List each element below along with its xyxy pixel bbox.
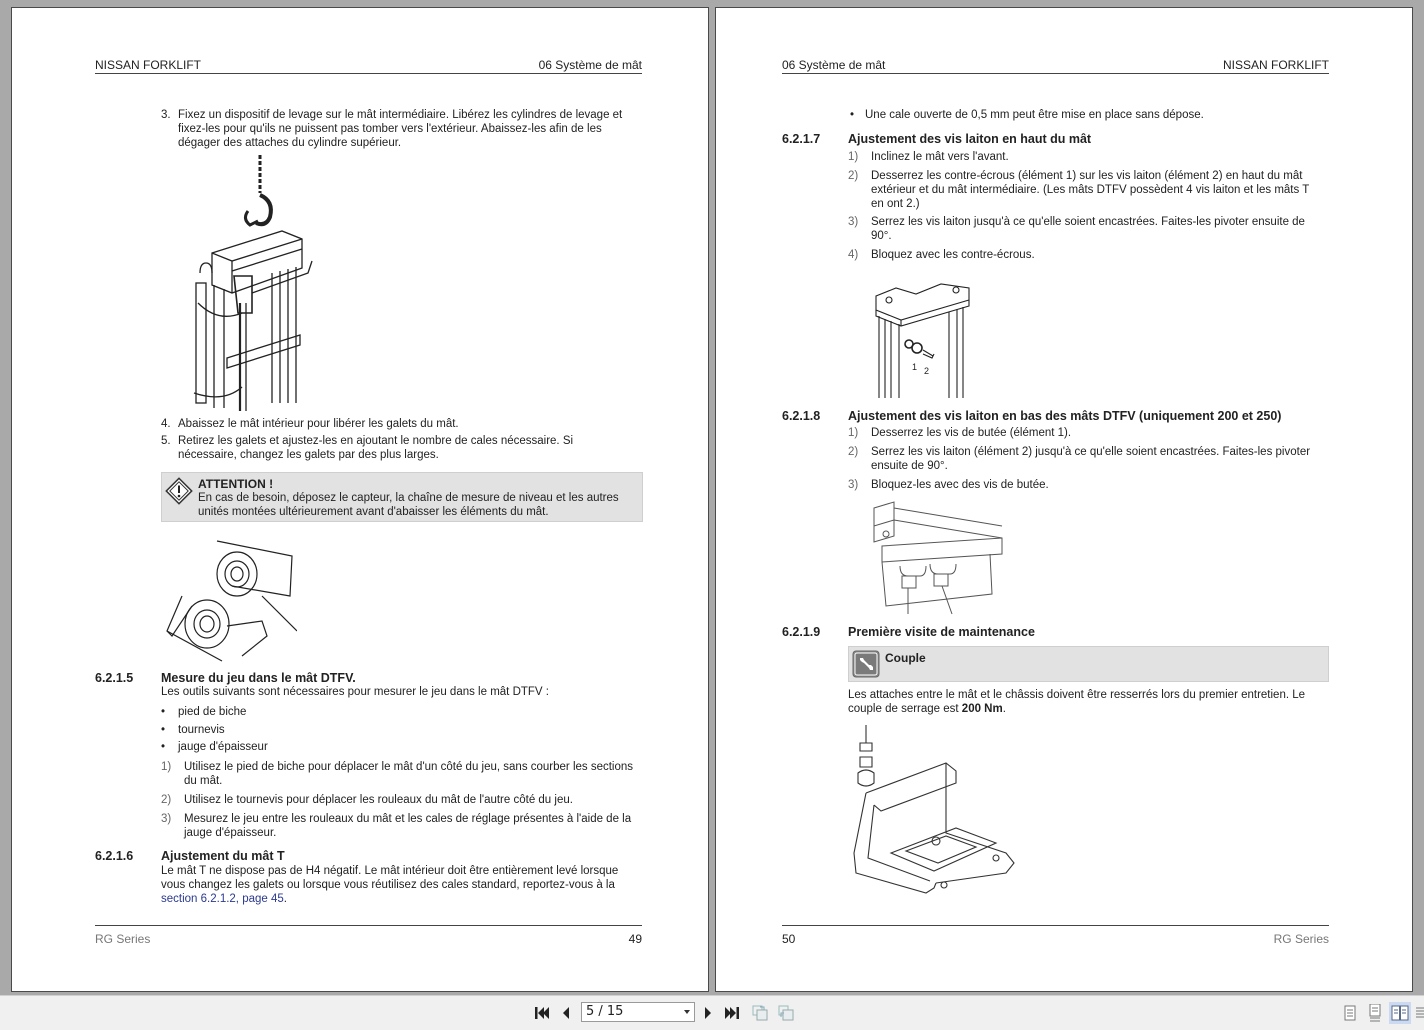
step-number: 1)	[161, 761, 172, 773]
continuous-page-icon	[1368, 1004, 1382, 1022]
continuous-view-button[interactable]	[1364, 1002, 1386, 1024]
bullet-marker: •	[161, 706, 166, 718]
section-title: Première visite de maintenance	[848, 625, 1035, 639]
figure-label: 1	[912, 362, 918, 372]
step-number: 2)	[848, 446, 859, 458]
step-text	[184, 760, 633, 788]
document-page-50	[715, 7, 1413, 992]
page-header	[782, 58, 1329, 74]
page-indicator: 5 / 15	[586, 1004, 624, 1019]
step-number: 1)	[848, 427, 859, 439]
text-line: 90°.	[871, 230, 892, 242]
mast-chassis-illustration	[846, 723, 1016, 903]
section-number: 6.2.1.5	[95, 671, 134, 685]
step-number: 3)	[848, 479, 859, 491]
rotate-counterclockwise-icon	[751, 1004, 769, 1022]
previous-page-button[interactable]	[556, 1003, 576, 1023]
last-page-icon	[724, 1006, 740, 1020]
step-3-text	[178, 108, 622, 150]
torque-value: 200 Nm	[961, 703, 1003, 715]
step-text: Desserrez les vis de butée (élément 1).	[871, 427, 1072, 439]
page-footer	[782, 925, 1329, 946]
step-number: 2)	[848, 170, 859, 182]
page-footer	[95, 925, 642, 946]
continuous-facing-icon	[1414, 1005, 1424, 1021]
text-line: En cas de besoin, déposez le capteur, la chaîne de mesure de niveau et les autres	[198, 492, 619, 504]
step-text	[871, 445, 1310, 473]
text-fragment: .	[1002, 703, 1006, 715]
previous-page-icon	[561, 1006, 571, 1020]
step-number: 2)	[161, 794, 172, 806]
bullet-marker: •	[161, 741, 166, 753]
step-text: Bloquez-les avec des vis de butée.	[871, 479, 1049, 491]
bullet-item: tournevis	[178, 724, 225, 736]
callout-title: ATTENTION !	[198, 477, 274, 491]
section-body	[161, 864, 618, 906]
text-line: unités montées ultérieurement avant d'abaisser les éléments du mât.	[198, 506, 549, 518]
section-number: 6.2.1.6	[95, 849, 134, 863]
section-title: Ajustement des vis laiton en haut du mât	[848, 132, 1092, 146]
step-4-text: Abaissez le mât intérieur pour libérer les galets du mât.	[178, 418, 459, 430]
header-left: 06 Système de mât	[782, 58, 886, 72]
bullet-marker: •	[161, 724, 166, 736]
section-number: 6.2.1.8	[782, 409, 821, 423]
step-text	[871, 215, 1305, 243]
step-text	[184, 812, 631, 840]
section-title: Ajustement des vis laiton en bas des mâts DTFV (uniquement 200 et 250)	[848, 409, 1282, 423]
bullet-marker: •	[850, 109, 855, 121]
first-page-icon	[534, 1006, 550, 1020]
step-number: 4)	[848, 249, 859, 261]
step-number: 3.	[161, 109, 171, 121]
mast-roller-illustration	[162, 536, 297, 666]
text-line: Fixez un dispositif de levage sur le mât intermédiaire. Libérez les cylindres de levage et	[178, 109, 623, 121]
text-line: fixez-les pour qu'ils ne puissent pas tomber vers l'extérieur. Abaissez-les afin de les	[178, 123, 602, 135]
text-fragment: .	[283, 893, 287, 905]
text-line: du mât.	[184, 775, 223, 787]
text-line: nécessaire, changez les galets par des plus larges.	[178, 449, 439, 461]
viewer-toolbar	[0, 995, 1424, 1030]
page-header	[95, 58, 642, 74]
text-line: Retirez les galets et ajustez-les en ajoutant le nombre de cales nécessaire. Si	[178, 435, 574, 447]
text-line: Serrez les vis laiton (élément 2) jusqu'à ce qu'elle soient encastrées. Faites-les pivoter	[871, 446, 1311, 458]
text-line: jauge d'épaisseur.	[184, 827, 277, 839]
callout-body	[198, 491, 619, 519]
section-body	[848, 688, 1305, 716]
header-right: NISSAN FORKLIFT	[1222, 58, 1329, 72]
page-number: 50	[782, 932, 796, 946]
brass-screw-top-illustration	[871, 276, 981, 401]
torque-callout	[848, 646, 1329, 682]
text-line: Desserrez les contre-écrous (élément 1) sur les vis laiton (élément 2) en haut du mât	[871, 170, 1303, 182]
warning-diamond-icon	[165, 477, 193, 505]
step-number: 5.	[161, 435, 171, 447]
footer-series: RG Series	[1273, 932, 1329, 946]
single-page-icon	[1343, 1005, 1357, 1021]
step-number: 1)	[848, 151, 859, 163]
text-line	[161, 892, 618, 906]
page-number: 49	[628, 932, 642, 946]
text-line: en ont 2.)	[871, 198, 920, 210]
brass-screw-bottom-illustration	[872, 496, 1007, 618]
header-left: NISSAN FORKLIFT	[95, 58, 202, 72]
rotate-clockwise-button[interactable]	[776, 1003, 796, 1023]
bullet-item: jauge d'épaisseur	[178, 741, 268, 753]
footer-series: RG Series	[95, 932, 151, 946]
text-line: Les attaches entre le mât et le châssis doivent être resserrés lors du premier entretien. Le	[848, 689, 1306, 701]
text-fragment: couple de serrage est	[848, 703, 962, 715]
text-line	[848, 702, 1305, 716]
rotate-counterclockwise-button[interactable]	[750, 1003, 770, 1023]
section-intro: Les outils suivants sont nécessaires pour mesurer le jeu dans le mât DTFV :	[161, 686, 549, 698]
figure-label: 2	[924, 366, 930, 376]
facing-pages-view-button[interactable]	[1389, 1002, 1411, 1024]
continuous-facing-view-button[interactable]	[1414, 1002, 1424, 1024]
single-page-view-button[interactable]	[1339, 1002, 1361, 1024]
callout-title: Couple	[885, 651, 926, 665]
text-line: extérieur et du mât intermédiaire. (Les mâts DTFV possèdent 4 vis laiton et les mâts T	[871, 184, 1310, 196]
text-line: vous changez les galets ou lorsque vous réutilisez des cales standard, reportez-vous à la	[161, 879, 615, 891]
section-title: Ajustement du mât T	[161, 849, 285, 863]
step-text: Inclinez le mât vers l'avant.	[871, 151, 1009, 163]
next-page-icon	[703, 1006, 713, 1020]
text-line: Le mât T ne dispose pas de H4 négatif. Le mât intérieur doit être entièrement levé lorsque	[161, 865, 619, 877]
bullet-item: pied de biche	[178, 706, 247, 718]
text-line: ensuite de 90°.	[871, 460, 948, 472]
facing-pages-icon	[1391, 1005, 1409, 1021]
wrench-icon	[852, 650, 880, 678]
next-page-button[interactable]	[698, 1003, 718, 1023]
rotate-clockwise-icon	[777, 1004, 795, 1022]
text-line: Serrez les vis laiton jusqu'à ce qu'elle soient encastrées. Faites-les pivoter ensuite de	[871, 216, 1305, 228]
step-number: 4.	[161, 418, 171, 430]
step-number: 3)	[848, 216, 859, 228]
step-text: Utilisez le tournevis pour déplacer les rouleaux du mât de l'autre côté du jeu.	[184, 794, 573, 806]
section-title: Mesure du jeu dans le mât DTFV.	[161, 671, 356, 685]
document-page-49	[11, 7, 709, 992]
mast-hoist-illustration	[172, 153, 317, 413]
step-number: 3)	[161, 813, 172, 825]
bullet-item: Une cale ouverte de 0,5 mm peut être mise en place sans dépose.	[865, 109, 1204, 121]
text-line: Utilisez le pied de biche pour déplacer le mât d'un côté du jeu, sans courber les sections	[184, 761, 634, 773]
section-link[interactable]: section 6.2.1.2, page 45	[161, 893, 284, 905]
text-line: dégager des attaches du cylindre supérieur.	[178, 137, 402, 149]
header-right: 06 Système de mât	[538, 58, 642, 72]
last-page-button[interactable]	[722, 1003, 742, 1023]
step-text	[871, 169, 1309, 211]
step-text: Bloquez avec les contre-écrous.	[871, 249, 1035, 261]
step-5-text	[178, 434, 573, 462]
page-number-dropdown[interactable]	[581, 1002, 695, 1022]
first-page-button[interactable]	[532, 1003, 552, 1023]
section-number: 6.2.1.9	[782, 625, 821, 639]
attention-callout	[161, 472, 643, 522]
chevron-down-icon	[684, 1010, 690, 1014]
section-number: 6.2.1.7	[782, 132, 821, 146]
text-line: Mesurez le jeu entre les rouleaux du mât et les cales de réglage présentes à l'aide de la	[184, 813, 632, 825]
